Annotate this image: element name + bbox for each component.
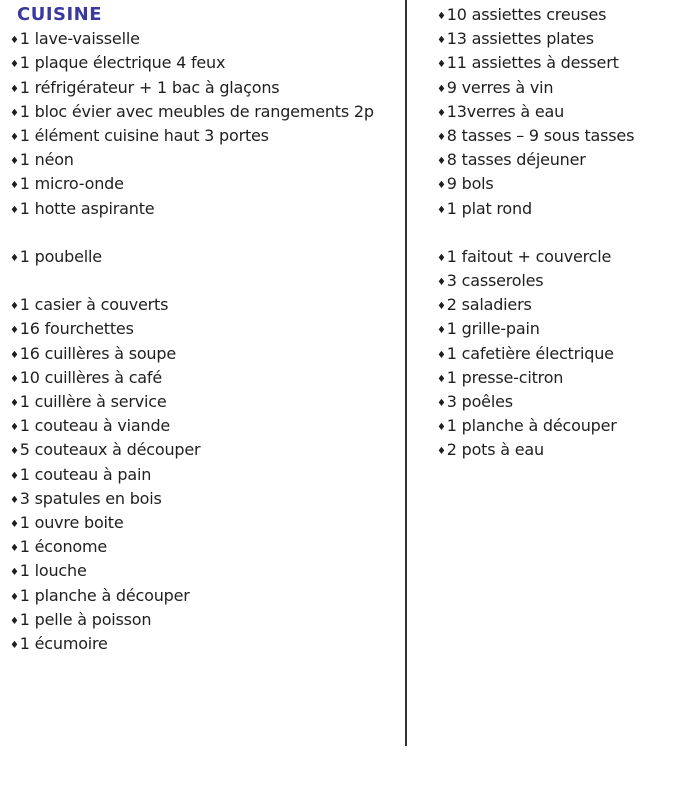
list-item-label: 16 fourchettes	[19, 319, 134, 339]
list-item	[10, 100, 402, 124]
list-item	[10, 148, 402, 172]
bullet-diamond-icon: ♦	[10, 615, 19, 627]
list-item-label: 1 économe	[19, 537, 108, 557]
list-item	[10, 221, 402, 245]
list-item	[10, 390, 402, 414]
list-item	[437, 76, 695, 100]
list-item-label: 9 verres à vin	[446, 77, 554, 97]
list-item-label: 1 poubelle	[19, 246, 102, 266]
list-item-label: 9 bols	[446, 174, 494, 194]
list-item-label: 2 saladiers	[446, 295, 532, 315]
list-item-label: 3 casseroles	[446, 271, 544, 291]
list-item-label: 1 néon	[19, 150, 74, 170]
list-item-label: 8 tasses – 9 sous tasses	[446, 125, 635, 145]
list-item	[437, 317, 695, 341]
bullet-diamond-icon: ♦	[437, 11, 446, 22]
list-item	[10, 293, 402, 317]
list-item	[10, 438, 402, 462]
list-item	[10, 608, 402, 632]
list-item-label: 1 faitout + couvercle	[446, 246, 612, 266]
list-item	[10, 76, 402, 100]
bullet-diamond-icon: ♦	[10, 204, 19, 216]
column-divider-line	[405, 0, 407, 746]
bullet-diamond-icon: ♦	[437, 446, 446, 458]
list-item	[437, 414, 695, 438]
right-item-list	[437, 3, 695, 463]
list-item-label: 1 planche à découper	[446, 416, 617, 436]
list-item-label: 1 élément cuisine haut 3 portes	[19, 125, 269, 145]
bullet-diamond-icon: ♦	[437, 131, 446, 143]
left-column	[10, 3, 402, 656]
list-item	[10, 124, 402, 148]
bullet-diamond-icon: ♦	[437, 373, 446, 385]
bullet-diamond-icon: ♦	[437, 83, 446, 95]
list-item	[10, 511, 402, 535]
bullet-diamond-icon: ♦	[10, 349, 19, 361]
bullet-diamond-icon: ♦	[437, 301, 446, 313]
list-item	[437, 172, 695, 196]
bullet-diamond-icon: ♦	[10, 35, 19, 47]
list-item	[437, 100, 695, 124]
bullet-diamond-icon: ♦	[10, 398, 19, 409]
list-item-label: 16 cuillères à soupe	[19, 343, 176, 363]
list-item-label: 1 casier à couverts	[19, 295, 169, 315]
right-column	[437, 3, 695, 463]
list-item	[10, 584, 402, 608]
list-item	[10, 632, 402, 656]
list-item	[10, 414, 402, 438]
list-item-label: 1 couteau à viande	[19, 416, 171, 436]
bullet-diamond-icon: ♦	[10, 252, 19, 264]
list-item-label: 1 lave-vaisselle	[19, 29, 140, 49]
bullet-diamond-icon: ♦	[10, 543, 19, 555]
list-item-label: 1 couteau à pain	[19, 464, 152, 484]
list-item	[437, 390, 695, 414]
bullet-diamond-icon: ♦	[437, 277, 446, 289]
list-item	[10, 366, 402, 390]
bullet-diamond-icon: ♦	[437, 156, 446, 168]
list-item-label: 13verres à eau	[446, 101, 565, 121]
list-item	[10, 197, 402, 221]
bullet-diamond-icon: ♦	[437, 59, 446, 71]
list-item-label: 3 spatules en bois	[19, 488, 162, 508]
list-item-label: 1 plat rond	[446, 198, 532, 218]
list-item-label: 1 ouvre boite	[19, 512, 124, 532]
bullet-diamond-icon: ♦	[437, 180, 446, 192]
bullet-diamond-icon: ♦	[437, 35, 446, 47]
bullet-diamond-icon: ♦	[10, 156, 19, 168]
list-item-label: 10 cuillères à café	[19, 367, 162, 387]
list-item	[437, 148, 695, 172]
bullet-diamond-icon: ♦	[437, 325, 446, 337]
list-item	[10, 269, 402, 293]
list-item-label: 5 couteaux à découper	[19, 440, 201, 460]
list-item-label: 1 micro-onde	[19, 174, 124, 194]
list-item	[437, 3, 695, 27]
list-item-label: 10 assiettes creuses	[446, 5, 607, 24]
bullet-diamond-icon: ♦	[10, 301, 19, 313]
list-item	[10, 463, 402, 487]
list-item-label: 1 réfrigérateur + 1 bac à glaçons	[19, 77, 280, 97]
list-item	[10, 51, 402, 75]
list-item-label: 2 pots à eau	[446, 440, 544, 460]
list-item-label: 1 bloc évier avec meubles de rangements 2p	[19, 101, 374, 121]
bullet-diamond-icon: ♦	[10, 83, 19, 95]
list-item-label: 13 assiettes plates	[446, 29, 594, 49]
list-item-label: 1 cafetière électrique	[446, 343, 614, 363]
list-item	[10, 172, 402, 196]
list-item	[437, 245, 695, 269]
bullet-diamond-icon: ♦	[10, 518, 19, 530]
bullet-diamond-icon: ♦	[10, 107, 19, 119]
list-item	[10, 317, 402, 341]
list-item-label: 1 planche à découper	[19, 585, 190, 605]
list-item-label: 1 pelle à poisson	[19, 609, 152, 629]
bullet-diamond-icon: ♦	[10, 567, 19, 579]
bullet-diamond-icon: ♦	[10, 422, 19, 434]
list-item	[10, 535, 402, 559]
list-item	[10, 342, 402, 366]
list-item-label: 1 grille-pain	[446, 319, 540, 339]
list-item	[437, 124, 695, 148]
list-item-label: 1 louche	[19, 561, 87, 581]
list-item	[437, 293, 695, 317]
list-item-label: 1 plaque électrique 4 feux	[19, 53, 226, 73]
list-item-label: 1 écumoire	[19, 633, 108, 653]
list-item	[437, 342, 695, 366]
list-item	[437, 27, 695, 51]
list-item	[10, 559, 402, 583]
bullet-diamond-icon: ♦	[437, 349, 446, 361]
bullet-diamond-icon: ♦	[437, 107, 446, 119]
bullet-diamond-icon: ♦	[10, 131, 19, 143]
bullet-diamond-icon: ♦	[10, 639, 19, 651]
left-item-list	[10, 27, 402, 656]
list-item-label: 1 cuillère à service	[19, 392, 167, 411]
bullet-diamond-icon: ♦	[10, 470, 19, 482]
list-item-label: 11 assiettes à dessert	[446, 53, 619, 73]
list-item-label: 1 hotte aspirante	[19, 198, 155, 218]
bullet-diamond-icon: ♦	[10, 325, 19, 337]
list-item-label: 8 tasses déjeuner	[446, 150, 586, 170]
list-item	[437, 438, 695, 462]
bullet-diamond-icon: ♦	[10, 494, 19, 506]
bullet-diamond-icon: ♦	[10, 180, 19, 192]
list-item	[437, 221, 695, 245]
bullet-diamond-icon: ♦	[437, 422, 446, 434]
bullet-diamond-icon: ♦	[10, 446, 19, 458]
list-item	[10, 245, 402, 269]
list-item	[437, 366, 695, 390]
bullet-diamond-icon: ♦	[437, 252, 446, 264]
list-item	[437, 51, 695, 75]
bullet-diamond-icon: ♦	[437, 204, 446, 216]
bullet-diamond-icon: ♦	[437, 398, 446, 409]
bullet-diamond-icon: ♦	[10, 591, 19, 603]
bullet-diamond-icon: ♦	[10, 59, 19, 71]
list-item	[10, 487, 402, 511]
bullet-diamond-icon: ♦	[10, 373, 19, 385]
list-item	[437, 269, 695, 293]
list-item-label: 3 poêles	[446, 392, 513, 411]
list-item	[437, 197, 695, 221]
list-item-label: 1 presse-citron	[446, 367, 564, 387]
list-item	[10, 27, 402, 51]
page-title: CUISINE	[17, 4, 103, 25]
